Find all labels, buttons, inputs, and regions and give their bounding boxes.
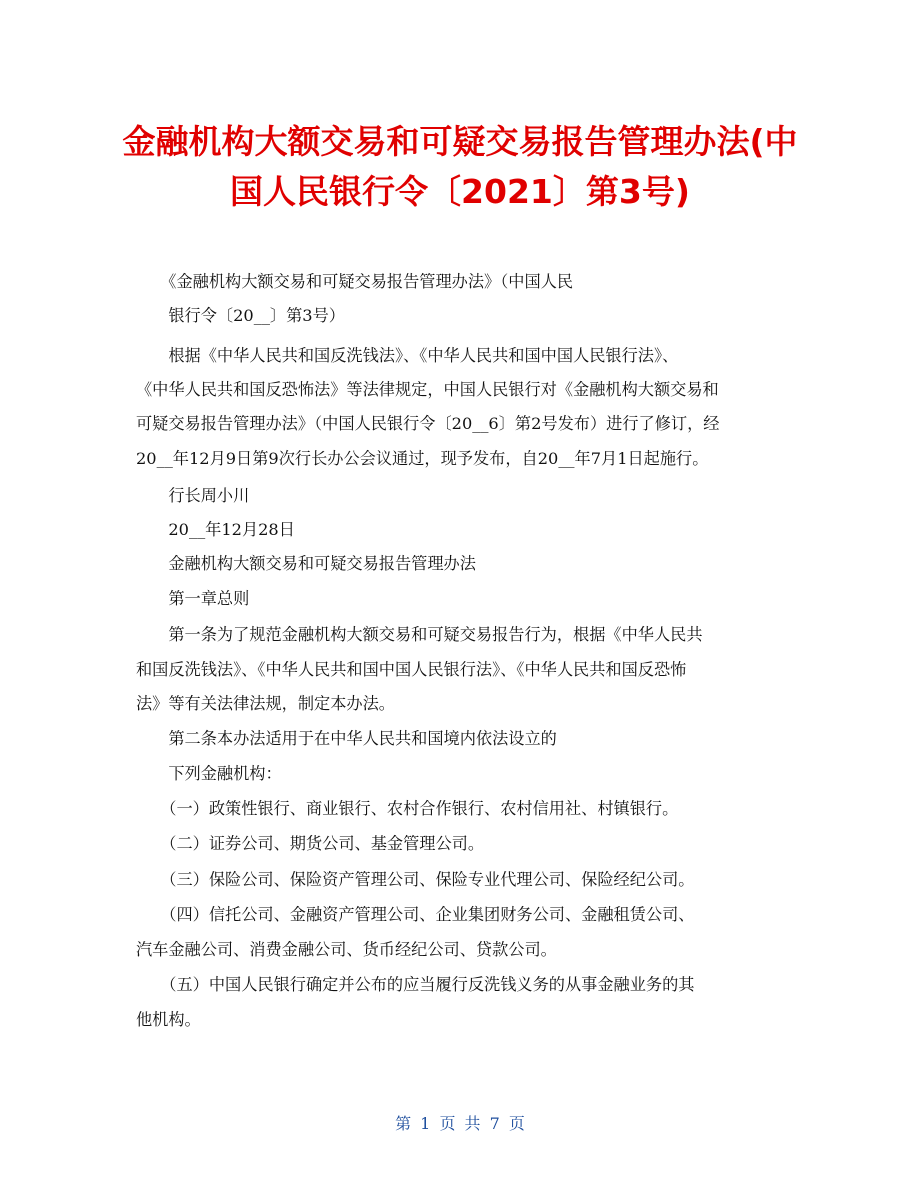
body-line: （四）信托公司、金融资产管理公司、企业集团财务公司、金融租赁公司、 — [136, 905, 695, 924]
body-line: 汽车金融公司、消费金融公司、货币经纪公司、贷款公司。 — [136, 940, 557, 959]
body-line: 《中华人民共和国反恐怖法》等法律规定，中国人民银行对《金融机构大额交易和 — [136, 380, 719, 399]
body-line: 可疑交易报告管理办法》（中国人民银行令〔20__6〕第2号发布）进行了修订，经 — [136, 414, 720, 433]
body-line: 银行令〔20__〕第3号） — [136, 306, 345, 325]
body-line: 第一条为了规范金融机构大额交易和可疑交易报告行为，根据《中华人民共 — [136, 625, 703, 644]
body-line: 20__年12月9日第9次行长办公会议通过，现予发布，自20__年7月1日起施行。 — [136, 449, 709, 468]
body-line: （一）政策性银行、商业银行、农村合作银行、农村信用社、村镇银行。 — [136, 799, 679, 818]
body-line: 20__年12月28日 — [136, 520, 295, 539]
body-line: 第二条本办法适用于在中华人民共和国境内依法设立的 — [136, 729, 557, 748]
body-line: 行长周小川 — [136, 486, 250, 505]
body-line: （五）中国人民银行确定并公布的应当履行反洗钱义务的从事金融业务的其 — [136, 975, 695, 994]
document-title-line-2: 国人民银行令〔2021〕第3号) — [230, 172, 690, 211]
body-line: 《金融机构大额交易和可疑交易报告管理办法》（中国人民 — [136, 272, 574, 291]
body-line: （三）保险公司、保险资产管理公司、保险专业代理公司、保险经纪公司。 — [136, 870, 695, 889]
document-title-line-1: 金融机构大额交易和可疑交易报告管理办法(中 — [122, 122, 798, 161]
page-number-footer: 第 1 页 共 7 页 — [395, 1114, 525, 1133]
body-line: 根据《中华人民共和国反洗钱法》、《中华人民共和国中国人民银行法》、 — [136, 346, 679, 365]
body-line: 他机构。 — [136, 1010, 201, 1029]
body-line: 和国反洗钱法》、《中华人民共和国中国人民银行法》、《中华人民共和国反恐怖 — [136, 660, 687, 679]
body-line: 下列金融机构： — [136, 764, 282, 783]
body-line: 第一章总则 — [136, 589, 250, 608]
body-line: 法》等有关法律法规，制定本办法。 — [136, 694, 395, 713]
body-line: （二）证券公司、期货公司、基金管理公司。 — [136, 834, 485, 853]
body-line: 金融机构大额交易和可疑交易报告管理办法 — [136, 554, 476, 573]
